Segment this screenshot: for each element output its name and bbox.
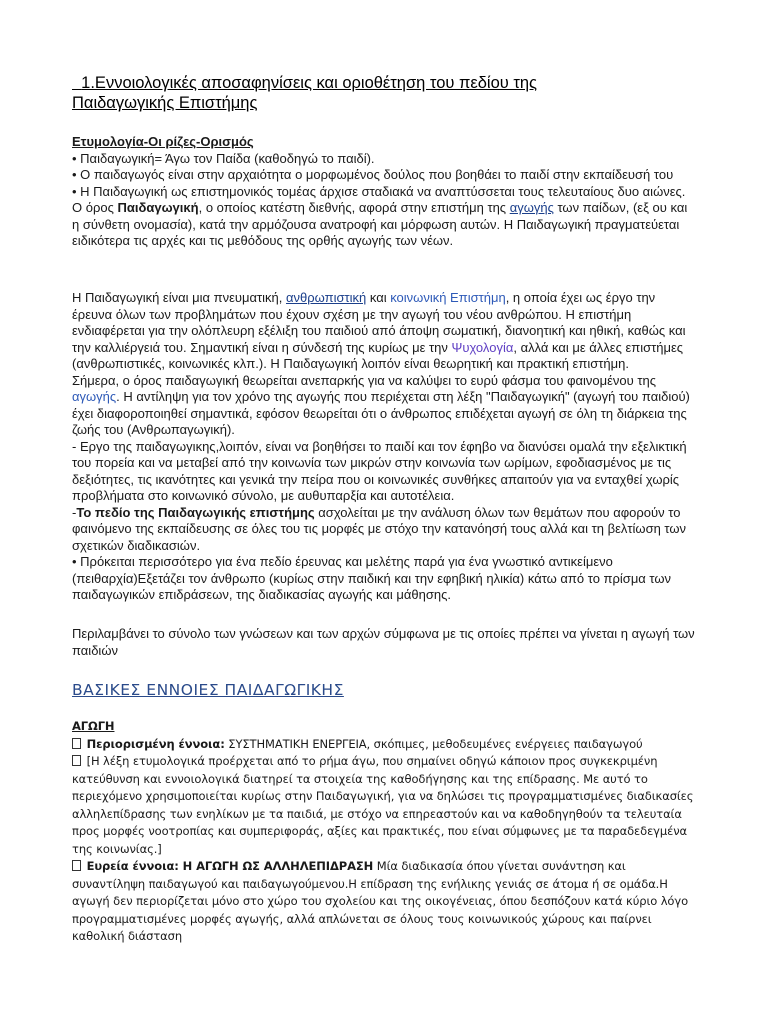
etymology-section: [72, 134, 698, 250]
link-psychologia[interactable]: Ψυχολογία: [451, 339, 514, 355]
agogi-section: [72, 718, 698, 946]
title-line-1: 1.Εννοιολογικές αποσαφηνίσεις και οριοθέτηση του πεδίου της: [81, 74, 538, 92]
link-koinoniki-epistimi[interactable]: κοινωνική Επιστήμη: [390, 290, 506, 305]
definition-paragraph: Ο όρος Παιδαγωγική, ο οποίος κατέστη διεθνής, αφορά στην επιστήμη της αγωγής των παίδων, (εξ ου και η σύνθετη ονομασία), κατά την αρμόζουσα ανατροφή και μόρφωση αυτών. Η Παιδαγωγική πραγματεύεται ειδικότερα τις αρχές και τις μεθόδους της ορθής αγωγής των νέων.: [72, 200, 688, 248]
paragraph-field: -Το πεδίο της Παιδαγωγικής επιστήμης ασχολείται με την ανάλυση όλων των θεμάτων που αφορούν το φαινόμενο της εκπαίδευσης σε όλες του τις μορφές με στόχο την κατανόησή τους αλλά και τη βελτίωση των σχετικών διαδικασιών.: [72, 504, 687, 553]
section-basic-concepts: [72, 682, 698, 699]
description-section: [72, 290, 698, 604]
agogi-broad: Ευρεία έννοια: Η ΑΓΩΓΗ ΩΣ ΑΛΛΗΛΕΠΙΔΡΑΣΗ Μία διαδικασία όπου γίνεται συνάντηση και συναντίληψη παιδαγωγού και παιδαγωγούμενου.Η επίδραση της ενήλικης γενιάς σε άτομα ή σε ομάδα.Η αγωγή δεν περιορίζεται μόνο στο χώρο του σχολείου και της οικογένειας, όπου δεσπόζουν κατά κύριο λόγο προγραμματισμένες μορφές αγωγής, αλλά απλώνεται σε όλους τους κοινωνικούς χώρους και παίρνει καθολική διάσταση: [72, 859, 689, 943]
agogi-narrow: Περιορισμένη έννοια: ΣΥΣΤΗΜΑΤΙΚΗ ΕΝΕΡΓΕΙΑ, σκόπιμες, μεθοδευμένες ενέργειες παιδαγωγού: [72, 736, 698, 754]
link-anthropistiki[interactable]: ανθρωπιστική: [286, 290, 367, 305]
paragraph-work: - Εργο της παιδαγωγικης,λοιπόν, είναι να βοηθήσει το παιδί και τον έφηβο να διανύσει ομαλά την εξελικτική του πορεία και να μεταβεί από την κοινωνία των μικρών στην κοινωνία των ωρίμων, εφοδιασμένος με τις δεξιότητες, τις ικανότητες και γενικά την πείρα που οι κοινωνικές συνθήκες απαιτούν για να ενταχθεί χωρίς προβλήματα στο κοινωνικό σύνολο, με αυθυπαρξία και αυτοτέλεια.: [72, 438, 687, 503]
missing-glyph-icon: [72, 860, 81, 871]
paragraph-research: • Πρόκειται περισσότερο για ένα πεδίο έρευνας και μελέτης παρά για ένα γνωστικό αντικείμενο (πειθαρχία)Εξετάζει τον άνθρωπο (κυρίως στην παιδική και την εφηβική ηλικία) κάτω από το πρίσμα των παιδαγωγικών επιδράσεων, της διαδικασίας αγωγής και μάθησης.: [72, 554, 672, 602]
paragraph-today: Σήμερα, ο όρος παιδαγωγική θεωρείται ανεπαρκής για να καλύψει το ευρύ φάσμα του φαινομένου της αγωγής. Η αντίληψη για τον χρόνο της αγωγής που περιέχεται στη λέξη "Παιδαγωγική" (αγωγή του παιδιού) έχει διαφοροποιηθεί σημαντικά, εφόσον θεωρείται ότι ο άνθρωπος επιδέχεται αγωγή σε όλη τη διάρκεια της ζωής του (Ανθρωπαγωγική).: [72, 372, 690, 437]
bullet-2: • Ο παιδαγωγός είναι στην αρχαιότητα ο μορφωμένος δούλος που βοηθάει το παιδί στην εκπαίδευσή του: [72, 167, 674, 182]
paragraph-science: Η Παιδαγωγική είναι μια πνευματική, ανθρωπιστική και κοινωνική Επιστήμη, η οποία έχει ως έργο την έρευνα όλων των προβλημάτων που έχουν σχέση με την αγωγή του νέου ανθρώπου. Η επιστήμη ενδιαφέρεται για την ολόπλευρη εξέλιξη του παιδιού από άποψη σωματική, διανοητική και ηθική, καθώς και την καλλιέργειά του. Σημαντική είναι η σύνδεσή της κυρίως με την Ψυχολογία, αλλά και με άλλες επιστήμες (ανθρωπιστικές, κοινωνικές κλπ.). Η Παιδαγωγική λοιπόν είναι θεωρητική και πρακτική επιστήμη.: [72, 290, 686, 371]
field-term: Το πεδίο της Παιδαγωγικής επιστήμης: [76, 504, 315, 520]
bullet-3: • Η Παιδαγωγική ως επιστημονικός τομέας άρχισε σταδιακά να αναπτύσσεται τους τελευταίους δυο αιώνες.: [72, 183, 686, 199]
summary-paragraph: Περιλαμβάνει το σύνολο των γνώσεων και των αρχών σύμφωνα με τις οποίες πρέπει να γίνεται η αγωγή των παιδιών: [72, 626, 695, 658]
title-line-2: Παιδαγωγικής Επιστήμης: [72, 94, 258, 112]
agogi-heading: ΑΓΩΓΗ: [72, 719, 115, 733]
agogi-etymology: [Η λέξη ετυμολογικά προέρχεται από το ρήμα άγω, που σημαίνει οδηγώ κάποιον προς συγκεκριμένη κατεύθυνση και εννοιολογικά διατηρεί τα στοιχεία της καθοδήγησης και της επίδρασης. Με αυτό το περιεχόμενο χρησιμοποιείται κυρίως στην Παιδαγωγική, για να δηλώσει τις προγραμματισμένες διαδικασίες αλληλεπίδρασης των ενηλίκων με τα παιδιά, με στόχο να επηρεαστούν και να καθοδηγηθούν τα τελευταία προς μορφές νοοτροπίας και συμπεριφοράς, αξίες και πρακτικές, που είναι σύμφωνες με τα παραδεδεγμένα της κοινωνίας.]: [72, 754, 694, 856]
bullet-1: • Παιδαγωγική= Άγω τον Παίδα (καθοδηγώ το παιδί).: [72, 150, 375, 166]
link-agogis-2[interactable]: αγωγής: [72, 389, 117, 404]
missing-glyph-icon: [72, 738, 81, 749]
missing-glyph-icon: [72, 755, 81, 766]
etymology-heading: Ετυμολογία-Οι ρίζες-Ορισμός: [72, 134, 254, 149]
link-agogis[interactable]: αγωγής: [509, 200, 554, 215]
term-paidagogiki: Παιδαγωγική: [117, 200, 199, 215]
section-title: ΒΑΣΙΚΕΣ ΕΝΝΟΙΕΣ ΠΑΙΔΑΓΩΓΙΚΗΣ: [72, 681, 344, 699]
page-title: [72, 73, 712, 113]
